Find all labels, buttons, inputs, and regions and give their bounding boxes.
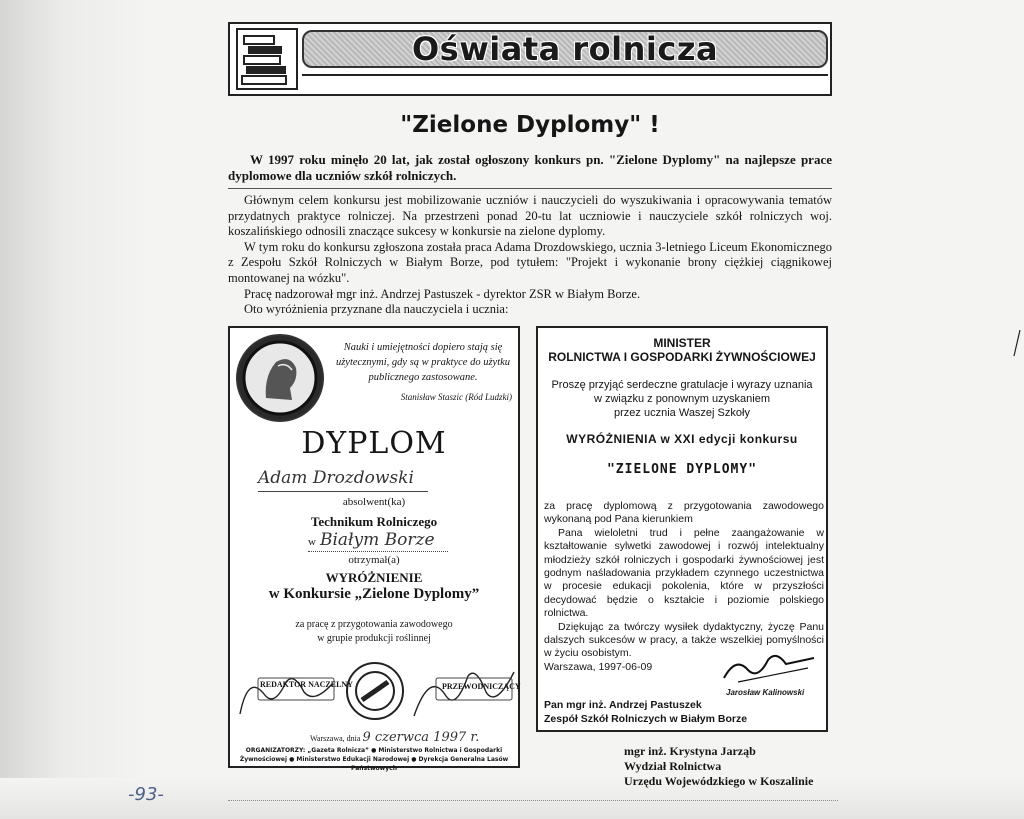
stamp-left: REDAKTOR NACZELNY: [260, 680, 353, 689]
signature-left: [234, 664, 338, 724]
contest-name: w Konkursie „Zielone Dyplomy”: [268, 586, 480, 602]
place-line: [308, 530, 448, 552]
margin-mark: [1012, 328, 1022, 358]
letter-paragraph: za pracę dyplomową z przygotowania zawodowego wykonaną pod Pana kierunkiem: [544, 500, 824, 526]
work-line: za pracę z przygotowania zawodowego: [295, 619, 453, 630]
article-title: "Zielone Dyplomy" !: [400, 112, 660, 138]
seal-stamp: [346, 662, 404, 720]
page-fold-shadow: [0, 0, 150, 819]
book-stack-icon: [236, 28, 298, 90]
lead-divider: [228, 188, 832, 189]
addressee-line: Zespół Szkół Rolniczych w Białym Borze: [544, 713, 748, 725]
recipient-name: Adam Drozdowski: [258, 468, 414, 488]
minister-signature: [718, 646, 818, 686]
w-label: w: [308, 536, 316, 548]
article-body: [228, 193, 832, 318]
author-line: mgr inż. Krystyna Jarząb: [624, 744, 756, 758]
letter-place-date: Warszawa, 1997-06-09: [544, 660, 653, 673]
recipient-line: [258, 468, 428, 492]
letter-contest: "ZIELONE DYPLOMY": [606, 462, 758, 477]
otrzymal-label: otrzymał(a): [348, 554, 400, 566]
paragraph: Pracę nadzorował mgr inż. Andrzej Pastuszek - dyrektor ZSR w Białym Borze.: [244, 286, 641, 301]
letter-greeting: [538, 378, 826, 420]
author-line: Wydział Rolnictwa: [624, 759, 722, 773]
article-lead: W 1997 roku minęło 20 lat, jak został ogłoszony konkurs pn. "Zielone Dyplomy" na najlepsze prace dyplomowe dla uczniów szkół rolniczych.: [228, 152, 832, 183]
place-name: Białym Borze: [319, 530, 435, 550]
date-value: 9 czerwca 1997 r.: [362, 730, 480, 745]
organizers-line: ORGANIZATORZY: „Gazeta Rolnicza” ● Ministerstwo Rolnictwa i Gospodarki Żywnościowej ● Ministerstwo Edukacji Narodowej ● Dyrekcja Generalna Lasów Państwowych: [239, 747, 509, 772]
letter-ministry: ROLNICTWA I GOSPODARKI ŻYWNOŚCIOWEJ: [548, 350, 816, 364]
greeting-line: Proszę przyjąć serdeczne gratulacje i wyrazy uznania: [551, 379, 813, 391]
greeting-line: w związku z ponownym uzyskaniem: [593, 393, 771, 405]
section-title: Oświata rolnicza: [411, 30, 719, 68]
quote-author: Stanisław Staszic (Ród Ludzki): [400, 392, 512, 402]
diploma-card: [228, 326, 521, 772]
diploma-date: [310, 730, 510, 745]
bottom-rule: [228, 800, 838, 801]
staszic-portrait-medallion: [236, 334, 324, 422]
header-rule: [302, 74, 828, 90]
absolwent-label: absolwent(ka): [342, 496, 406, 508]
work-description: [230, 618, 518, 646]
letter-award: WYRÓŻNIENIA w XXI edycji konkursu: [566, 432, 798, 446]
diploma-title: DYPLOM: [301, 426, 447, 461]
section-banner: [302, 30, 828, 68]
signatures-area: [230, 658, 522, 728]
section-header: [228, 22, 832, 96]
paragraph: Głównym celem konkursu jest mobilizowanie uczniów i nauczycieli do wyszukiwania i opracowywania tematów przydatnych praktyce rolniczej. Na przestrzeni ponad 20-tu lat uczniowie i nauczyciele szkół rolniczych woj. koszalińskiego odnosili znaczące sukcesy w konkursie na zielone dyplomy.: [228, 193, 832, 239]
article-author: [624, 744, 844, 789]
paragraph: W tym roku do konkursu zgłoszona została praca Adama Drozdowskiego, ucznia 3-letniego Liceum Ekonomicznego z Zespołu Szkół Rolniczych w Białym Borze, pod tytułem: "Projekt i wykonanie brony ciężkiej ciągnikowej montowanej na wózku".: [228, 239, 832, 285]
letter-heading: MINISTER: [653, 336, 711, 350]
award-title: WYRÓŻNIENIE: [325, 570, 423, 585]
work-line: w grupie produkcji roślinnej: [317, 633, 431, 644]
page-number: -93-: [128, 784, 164, 805]
stamp-right: PRZEWODNICZĄCY: [442, 682, 521, 691]
diploma-quote: Nauki i umiejętności dopiero stają się użytecznymi, gdy są w praktyce do użytku publicznego zastosowane.: [335, 342, 511, 383]
letter-paragraph: Pana wieloletni trud i pełne zaangażowanie w kształtowanie sylwetki zawodowej i rozwój intelektualny młodzieży szkół rolniczych i gospodarki żywnościowej jest godnym naśladowania przykładem czynnego uczestnictwa w procesie edukacji pokolenia, które w przyszłości decydować będzie o kształcie i poziomie polskiego rolnictwa.: [544, 526, 824, 620]
letter-addressee: [544, 698, 804, 726]
date-prefix: Warszawa, dnia: [310, 734, 361, 743]
addressee-line: Pan mgr inż. Andrzej Pastuszek: [544, 699, 702, 711]
greeting-line: przez ucznia Waszej Szkoły: [614, 407, 750, 419]
school-name: Technikum Rolniczego: [310, 514, 438, 529]
signer-name: Jarosław Kalinowski: [726, 688, 805, 697]
signature-right: [410, 662, 518, 724]
paragraph: Oto wyróżnienia przyznane dla nauczyciela i ucznia:: [244, 302, 509, 317]
letter-paragraph: Dziękując za twórczy wysiłek dydaktyczny, życzę Panu dalszych sukcesów w pracy, a także wszelkiej pomyślności w życiu osobistym.: [544, 620, 824, 660]
author-line: Urzędu Wojewódzkiego w Koszalinie: [624, 774, 814, 788]
minister-letter: [536, 326, 828, 732]
